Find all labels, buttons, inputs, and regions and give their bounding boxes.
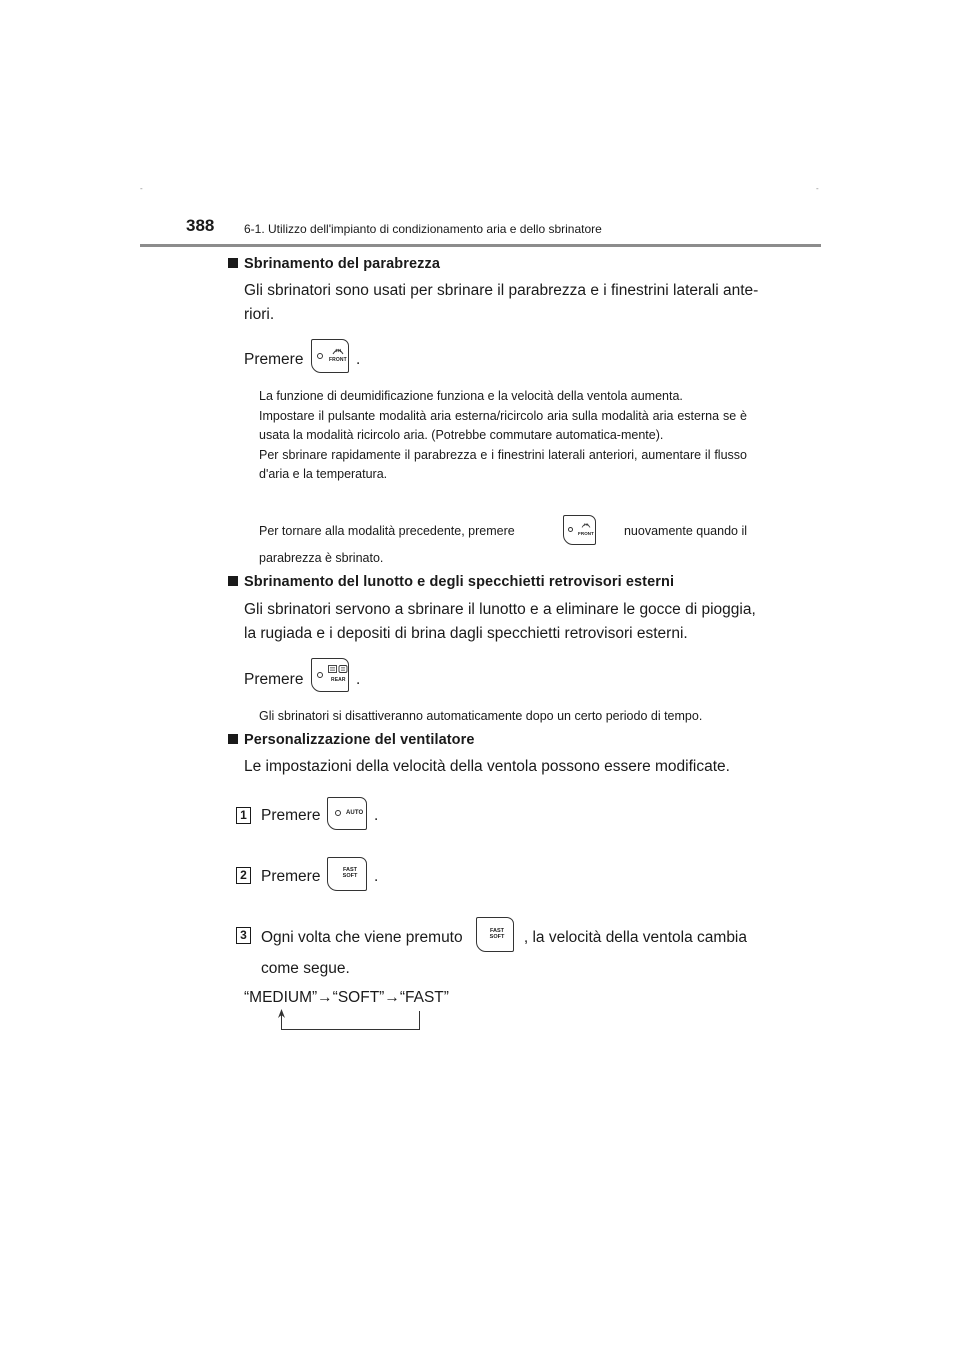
section-heading-windshield <box>228 256 440 272</box>
intro-line: Gli sbrinatori servono a sbrinare il lunotto e a eliminare le gocce di pioggia, <box>244 601 756 618</box>
button-label: AUTO <box>346 810 364 816</box>
bullet-square-icon <box>228 734 238 744</box>
note4-after: nuovamente quando il <box>623 524 747 538</box>
fan-speed-sequence: “MEDIUM”→“SOFT”→“FAST” <box>244 989 449 1006</box>
button-label-line: SOFT <box>489 934 505 940</box>
chapter-title: 6-1. Utilizzo dell'impianto di condizionamento aria e dello sbrinatore <box>244 222 602 236</box>
bullet-square-icon <box>228 576 238 586</box>
windshield-defrost-icon <box>332 346 344 356</box>
section2-intro <box>244 598 756 646</box>
loop-arrow-bottom-line <box>281 1029 420 1030</box>
step3-text-after: , la velocità della ventola cambia <box>523 929 747 946</box>
press-label: Premere <box>244 671 304 688</box>
step3-text-before: Ogni volta che viene premuto <box>261 929 463 946</box>
section2-note: Gli sbrinatori si disattiveranno automaticamente dopo un certo periodo di tempo. <box>259 709 703 723</box>
intro-line: la rugiada e i depositi di brina dagli specchietti retrovisori esterni. <box>244 625 688 642</box>
page-number: 388 <box>186 216 215 235</box>
rear-defrost-button[interactable] <box>311 658 349 692</box>
indicator-led-icon <box>335 810 341 816</box>
press-label: Premere <box>244 351 304 368</box>
crop-mark-left: - <box>140 184 143 193</box>
button-label <box>341 867 359 879</box>
loop-arrow-right-line <box>419 1011 420 1030</box>
front-defrost-button[interactable] <box>311 339 349 373</box>
step3-text-end: come segue. <box>261 960 350 977</box>
arrow-up-icon <box>277 1009 286 1019</box>
section3-intro: Le impostazioni della velocità della ventola possono essere modificate. <box>244 758 730 775</box>
step2-dot: . <box>374 868 379 885</box>
rear-mirror-defrost-icon <box>328 665 348 674</box>
indicator-led-icon <box>568 527 573 532</box>
heading-text: Sbrinamento del parabrezza <box>244 256 440 272</box>
note4-end: parabrezza è sbrinato. <box>259 551 384 565</box>
step2-text: Premere <box>261 868 321 885</box>
fast-soft-button[interactable] <box>327 857 367 891</box>
intro-line: riori. <box>244 306 275 323</box>
button-label-line: FAST <box>342 867 358 873</box>
button-label: FRONT <box>329 357 347 363</box>
fast-soft-button-inline[interactable] <box>476 917 514 952</box>
intro-line: Gli sbrinatori sono usati per sbrinare il parabrezza e i finestrini laterali ante- <box>244 282 759 299</box>
button-label: FRONT <box>578 531 594 536</box>
bullet-square-icon <box>228 258 238 268</box>
button-label-line: SOFT <box>342 873 358 879</box>
section-heading-fan <box>228 732 475 748</box>
heading-text: Personalizzazione del ventilatore <box>244 732 475 748</box>
button-label <box>488 928 506 940</box>
front-defrost-button-inline[interactable] <box>563 515 596 545</box>
step-number-3: 3 <box>236 927 251 944</box>
step1-dot: . <box>374 807 379 824</box>
crop-mark-right: - <box>816 184 819 193</box>
note4-before: Per tornare alla modalità precedente, premere <box>259 524 515 538</box>
button-label-line: FAST <box>489 928 505 934</box>
auto-button[interactable] <box>327 797 367 830</box>
section1-notes <box>259 387 747 485</box>
section-heading-rear <box>228 574 674 590</box>
heading-text: Sbrinamento del lunotto e degli specchietti retrovisori esterni <box>244 574 675 590</box>
indicator-led-icon <box>317 353 323 359</box>
press-dot: . <box>356 351 361 368</box>
step-number-2: 2 <box>236 867 251 884</box>
indicator-led-icon <box>317 672 323 678</box>
note: La funzione di deumidificazione funziona e la velocità della ventola aumenta. <box>259 389 683 403</box>
section1-intro <box>244 279 759 327</box>
step1-text: Premere <box>261 807 321 824</box>
note: Per sbrinare rapidamente il parabrezza e i finestrini laterali anteriori, aumentare il flusso d'aria e la temperatura. <box>259 447 747 481</box>
button-label: REAR <box>331 677 346 683</box>
windshield-defrost-icon <box>581 521 591 529</box>
header-rule <box>140 244 821 247</box>
note: Impostare il pulsante modalità aria esterna/ricircolo aria sulla modalità aria esterna se è usata la modalità ricircolo aria. (Potrebbe commutare automatica-mente). <box>259 408 747 442</box>
press-dot: . <box>356 671 361 688</box>
step-number-1: 1 <box>236 807 251 824</box>
